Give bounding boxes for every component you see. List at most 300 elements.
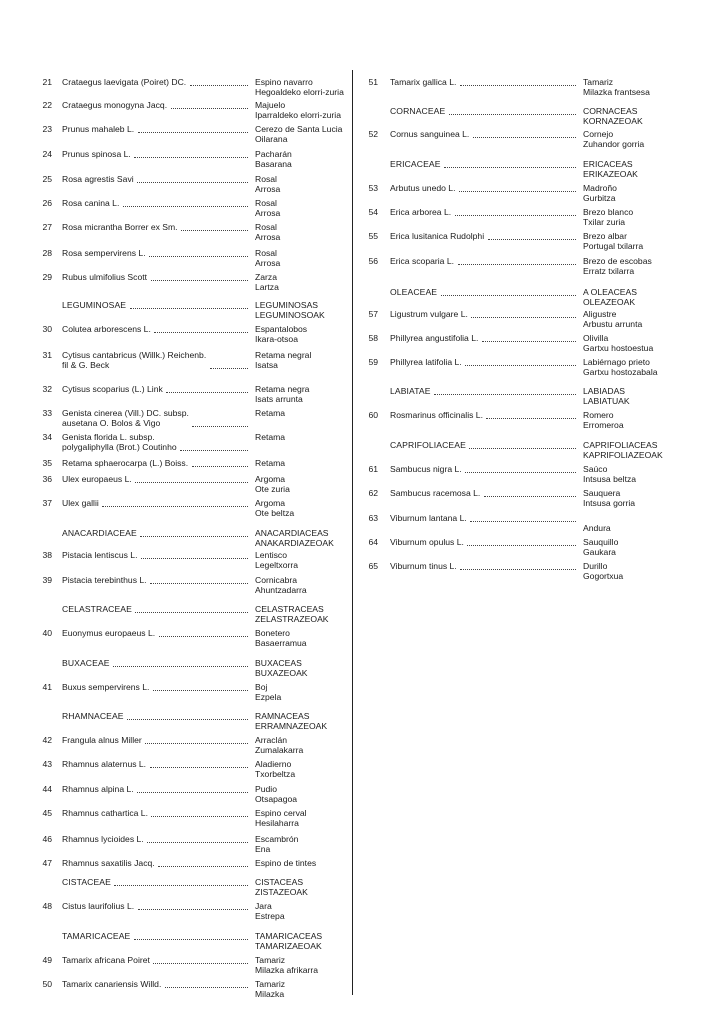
dot-leader — [135, 604, 248, 613]
entry-number: 64 — [368, 537, 378, 547]
common-names — [583, 309, 642, 329]
common-names — [255, 931, 322, 951]
species-name — [62, 575, 147, 585]
entry-number: 31 — [42, 350, 52, 360]
entry-number: 51 — [368, 77, 378, 87]
dot-leader — [441, 287, 576, 296]
basque-name: Ena — [255, 844, 271, 854]
entry-number: 63 — [368, 513, 378, 523]
name-line: CORNACEAE — [390, 106, 446, 116]
entry-number: 48 — [42, 901, 52, 911]
name-line: Sambucus racemosa L. — [390, 488, 481, 498]
dot-leader — [113, 658, 248, 667]
species-name — [390, 561, 457, 571]
common-names — [255, 834, 298, 854]
entry-number: 46 — [42, 834, 52, 844]
entry-number: 34 — [42, 432, 52, 442]
basque-name: Intsusa gorria — [583, 498, 636, 508]
common-names — [255, 474, 290, 494]
species-name — [390, 333, 478, 343]
spanish-name: Bonetero — [255, 628, 290, 638]
spanish-name: ANACARDIACEAS — [255, 528, 329, 538]
species-name — [390, 77, 456, 87]
spanish-name: Majuelo — [255, 100, 286, 110]
species-name — [62, 474, 132, 484]
common-names — [583, 386, 630, 406]
spanish-name: Escambrón — [255, 834, 299, 844]
entry-number: 39 — [42, 575, 52, 585]
spanish-name: Rosal — [255, 174, 277, 184]
common-names — [255, 384, 309, 404]
basque-name: Arrosa — [255, 184, 281, 194]
dot-leader — [165, 979, 248, 988]
entry-number: 53 — [368, 183, 378, 193]
species-name — [390, 357, 462, 367]
spanish-name: CORNACEAS — [583, 106, 638, 116]
dot-leader — [470, 513, 576, 522]
basque-name: Portugal txilarra — [583, 241, 644, 251]
name-line: Ulex gallii — [62, 498, 99, 508]
common-names — [255, 248, 280, 268]
name-line: Rosa canina L. — [62, 198, 120, 208]
dot-leader — [180, 442, 248, 451]
name-line: Rosa micrantha Borrer ex Sm. — [62, 222, 178, 232]
common-names — [255, 300, 325, 320]
dot-leader — [137, 784, 248, 793]
spanish-name — [583, 513, 611, 523]
basque-name: Basaerramua — [255, 638, 307, 648]
name-line: Tamarix canariensis Willd. — [62, 979, 162, 989]
spanish-name: TAMARICACEAS — [255, 931, 323, 941]
dot-leader — [150, 575, 248, 584]
dot-leader — [147, 834, 248, 843]
family-name — [62, 604, 132, 614]
entry-number: 41 — [42, 682, 52, 692]
name-line: Phillyrea latifolia L. — [390, 357, 462, 367]
entry-number: 30 — [42, 324, 52, 334]
spanish-name: Sauquera — [583, 488, 621, 498]
basque-name: Intsusa beltza — [583, 474, 637, 484]
species-name — [62, 77, 186, 87]
spanish-name: Pudio — [255, 784, 277, 794]
name-line: Rosmarinus officinalis L. — [390, 410, 483, 420]
species-name — [62, 628, 155, 638]
species-name — [62, 384, 163, 394]
species-name — [390, 309, 468, 319]
dot-leader — [154, 324, 248, 333]
dot-leader — [473, 129, 576, 138]
entry-number: 60 — [368, 410, 378, 420]
species-name — [62, 432, 177, 452]
dot-leader — [460, 77, 576, 86]
spanish-name: Tamariz — [255, 979, 286, 989]
name-line: OLEACEAE — [390, 287, 438, 297]
common-names — [255, 901, 285, 921]
spanish-name: Espantalobos — [255, 324, 308, 334]
dot-leader — [153, 955, 248, 964]
basque-name: Iparraldeko elorri-zuria — [255, 110, 341, 120]
name-line: Crataegus monogyna Jacq. — [62, 100, 168, 110]
species-name — [62, 759, 146, 769]
basque-name: Hesilaharra — [255, 818, 299, 828]
entry-number: 56 — [368, 256, 378, 266]
common-names — [255, 682, 281, 702]
common-names — [583, 183, 617, 203]
common-names — [255, 77, 344, 97]
common-names — [255, 858, 316, 868]
name-line: ausetana O. Bolos & Vigo — [62, 418, 161, 428]
spanish-name: Rosal — [255, 222, 277, 232]
species-name — [62, 408, 189, 428]
family-name — [62, 300, 126, 310]
species-name — [390, 183, 455, 193]
common-names — [255, 628, 307, 648]
name-line: CISTACEAE — [62, 877, 111, 887]
column-divider — [352, 70, 353, 995]
common-names — [255, 408, 285, 418]
entry-number: 21 — [42, 77, 52, 87]
spanish-name: Espino de tintes — [255, 858, 317, 868]
dot-leader — [153, 682, 248, 691]
entry-number: 22 — [42, 100, 52, 110]
dot-leader — [467, 537, 576, 546]
common-names — [255, 149, 292, 169]
entry-number: 35 — [42, 458, 52, 468]
basque-name: Gartxu hostozabala — [583, 367, 658, 377]
entry-number: 40 — [42, 628, 52, 638]
basque-name: ERRAMNAZEOAK — [255, 721, 328, 731]
common-names — [255, 877, 308, 897]
name-line: Viburnum opulus L. — [390, 537, 464, 547]
spanish-name: Espino navarro — [255, 77, 313, 87]
spanish-name: BUXACEAS — [255, 658, 302, 668]
name-line: CELASTRACEAE — [62, 604, 132, 614]
common-names — [255, 658, 308, 678]
common-names — [255, 711, 327, 731]
common-names — [255, 350, 311, 370]
entry-number: 49 — [42, 955, 52, 965]
spanish-name: A OLEACEAS — [583, 287, 637, 297]
common-names — [255, 222, 280, 242]
common-names — [583, 207, 633, 227]
basque-name: KORNAZEOAK — [583, 116, 643, 126]
species-name — [62, 808, 148, 818]
basque-name: Gurbitza — [583, 193, 616, 203]
spanish-name: Aligustre — [583, 309, 617, 319]
species-name — [62, 784, 134, 794]
family-name — [390, 440, 466, 450]
basque-name: ZELASTRAZEOAK — [255, 614, 329, 624]
spanish-name: Retama — [255, 432, 286, 442]
name-line: Cornus sanguinea L. — [390, 129, 470, 139]
basque-name: Milazka frantsesa — [583, 87, 650, 97]
entry-number: 42 — [42, 735, 52, 745]
species-name — [62, 955, 150, 965]
spanish-name: Brezo de escobas — [583, 256, 652, 266]
name-line: Frangula alnus Miller — [62, 735, 142, 745]
species-name — [62, 198, 119, 208]
species-name — [390, 464, 462, 474]
entry-number: 38 — [42, 550, 52, 560]
name-line: polygaliphylla (Brot.) Coutinho — [62, 442, 177, 452]
spanish-name: CELASTRACEAS — [255, 604, 324, 614]
basque-name: Erratz txilarra — [583, 266, 635, 276]
entry-number: 52 — [368, 129, 378, 139]
name-line: Retama sphaerocarpa (L.) Boiss. — [62, 458, 189, 468]
dot-leader — [465, 464, 576, 473]
basque-name: KAPRIFOLIAZEOAK — [583, 450, 663, 460]
name-line: Tamarix africana Poiret — [62, 955, 150, 965]
basque-name: Arbustu arrunta — [583, 319, 643, 329]
basque-name: ZISTAZEOAK — [255, 887, 308, 897]
common-names — [255, 432, 285, 442]
basque-name: ANAKARDIAZEOAK — [255, 538, 334, 548]
entry-number: 23 — [42, 124, 52, 134]
species-name — [390, 207, 451, 217]
name-line: Rosa agrestis Savi — [62, 174, 134, 184]
common-names — [255, 100, 341, 120]
species-name — [62, 735, 142, 745]
name-line: Crataegus laevigata (Poiret) DC. — [62, 77, 187, 87]
species-name — [62, 324, 151, 334]
spanish-name: Brezo blanco — [583, 207, 634, 217]
species-name — [62, 100, 167, 110]
species-name — [62, 149, 131, 159]
family-name — [390, 287, 437, 297]
common-names — [583, 231, 643, 251]
entry-number: 29 — [42, 272, 52, 282]
spanish-name: Cornicabra — [255, 575, 298, 585]
name-line: Colutea arborescens L. — [62, 324, 151, 334]
name-line: Rhamnus alaternus L. — [62, 759, 147, 769]
name-line: ANACARDIACEAE — [62, 528, 137, 538]
name-line: Cytisus scoparius (L.) Link — [62, 384, 163, 394]
dot-leader — [134, 149, 248, 158]
spanish-name: Zarza — [255, 272, 277, 282]
entry-number: 47 — [42, 858, 52, 868]
family-name — [62, 711, 124, 721]
spanish-name: Jara — [255, 901, 272, 911]
name-line: LEGUMINOSAE — [62, 300, 127, 310]
entry-number: 54 — [368, 207, 378, 217]
common-names — [583, 77, 650, 97]
spanish-name: LEGUMINOSAS — [255, 300, 319, 310]
name-line: Rhamnus alpina L. — [62, 784, 134, 794]
dot-leader — [123, 198, 248, 207]
basque-name: Ikara-otsoa — [255, 334, 298, 344]
entry-number: 58 — [368, 333, 378, 343]
dot-leader — [102, 498, 248, 507]
basque-name: Erromeroa — [583, 420, 624, 430]
entry-number: 26 — [42, 198, 52, 208]
spanish-name: Espino cerval — [255, 808, 307, 818]
common-names — [255, 955, 318, 975]
dot-leader — [151, 808, 248, 817]
basque-name: Andura — [583, 523, 611, 533]
species-name — [62, 550, 137, 560]
entry-number: 36 — [42, 474, 52, 484]
dot-leader — [455, 207, 576, 216]
species-name — [390, 537, 464, 547]
entry-number: 61 — [368, 464, 378, 474]
name-line: Rosa sempervirens L. — [62, 248, 146, 258]
basque-name: Txorbeltza — [255, 769, 296, 779]
entry-number: 59 — [368, 357, 378, 367]
dot-leader — [141, 550, 248, 559]
common-names — [255, 458, 285, 468]
basque-name: Gaukara — [583, 547, 616, 557]
basque-name: Ahuntzadarra — [255, 585, 307, 595]
common-names — [583, 561, 623, 581]
species-name — [390, 513, 467, 523]
dot-leader — [171, 100, 248, 109]
species-name — [62, 458, 188, 468]
dot-leader — [459, 183, 576, 192]
spanish-name: Retama negra — [255, 384, 310, 394]
basque-name: Ote beltza — [255, 508, 295, 518]
common-names — [583, 287, 637, 307]
common-names — [583, 256, 652, 276]
name-line: Prunus spinosa L. — [62, 149, 131, 159]
species-name — [62, 272, 147, 282]
spanish-name: Tamariz — [255, 955, 286, 965]
spanish-name: Argoma — [255, 498, 286, 508]
dot-leader — [434, 386, 576, 395]
common-names — [583, 106, 643, 126]
dot-leader — [159, 628, 248, 637]
dot-leader — [127, 711, 248, 720]
spanish-name: CAPRIFOLIACEAS — [583, 440, 658, 450]
spanish-name: RAMNACEAS — [255, 711, 310, 721]
common-names — [255, 808, 307, 828]
family-name — [62, 528, 137, 538]
entry-number: 62 — [368, 488, 378, 498]
dot-leader — [151, 272, 248, 281]
entry-number: 37 — [42, 498, 52, 508]
dot-leader — [465, 357, 576, 366]
species-name — [62, 498, 99, 508]
name-line: Viburnum tinus L. — [390, 561, 457, 571]
dot-leader — [458, 256, 576, 265]
name-line: Erica scoparia L. — [390, 256, 455, 266]
species-name — [390, 256, 454, 266]
basque-name: Gogortxua — [583, 571, 624, 581]
dot-leader — [469, 440, 576, 449]
species-name — [62, 124, 134, 134]
dot-leader — [460, 561, 576, 570]
family-name — [62, 877, 111, 887]
common-names — [255, 124, 342, 144]
spanish-name: Labiérnago prieto — [583, 357, 650, 367]
entry-number: 25 — [42, 174, 52, 184]
basque-name: Oilarana — [255, 134, 288, 144]
dot-leader — [181, 222, 248, 231]
entry-number: 28 — [42, 248, 52, 258]
basque-name: OLEAZEOAK — [583, 297, 636, 307]
spanish-name: Lentisco — [255, 550, 288, 560]
name-line: Prunus mahaleb L. — [62, 124, 135, 134]
species-name — [62, 222, 178, 232]
basque-name: Txilar zuria — [583, 217, 626, 227]
basque-name: Isats arrunta — [255, 394, 303, 404]
dot-leader — [138, 901, 248, 910]
spanish-name: Durillo — [583, 561, 608, 571]
dot-leader — [484, 488, 576, 497]
name-line: Genista cinerea (Vill.) DC. subsp. — [62, 408, 189, 418]
common-names — [583, 513, 611, 533]
species-name — [390, 231, 484, 241]
family-name — [390, 106, 445, 116]
spanish-name: Cerezo de Santa Lucia — [255, 124, 343, 134]
basque-name: Arrosa — [255, 208, 281, 218]
entry-number: 65 — [368, 561, 378, 571]
name-line: CAPRIFOLIACEAE — [390, 440, 466, 450]
basque-name: TAMARIZAEOAK — [255, 941, 322, 951]
common-names — [255, 550, 298, 570]
common-names — [255, 498, 294, 518]
name-line: Rhamnus lycioides L. — [62, 834, 144, 844]
name-line: Pistacia terebinthus L. — [62, 575, 147, 585]
common-names — [255, 528, 334, 548]
dot-leader — [190, 77, 248, 86]
name-line: Buxus sempervirens L. — [62, 682, 150, 692]
dot-leader — [444, 159, 576, 168]
name-line: Rhamnus cathartica L. — [62, 808, 148, 818]
entry-number: 57 — [368, 309, 378, 319]
basque-name: Zumalakarra — [255, 745, 304, 755]
name-line: ERICACEAE — [390, 159, 441, 169]
name-line: Ulex europaeus L. — [62, 474, 132, 484]
entry-number: 55 — [368, 231, 378, 241]
basque-name: Milazka — [255, 989, 285, 999]
common-names — [255, 324, 307, 344]
name-line: Cytisus cantabricus (Willk.) Reichenb. — [62, 350, 207, 360]
common-names — [583, 159, 638, 179]
basque-name: Isatsa — [255, 360, 278, 370]
spanish-name: Aladierno — [255, 759, 292, 769]
spanish-name: Brezo albar — [583, 231, 627, 241]
species-name — [62, 248, 146, 258]
name-line: Sambucus nigra L. — [390, 464, 462, 474]
dot-leader — [138, 124, 248, 133]
species-name — [62, 174, 134, 184]
spanish-name: Retama — [255, 458, 286, 468]
name-line: Pistacia lentiscus L. — [62, 550, 138, 560]
name-line: Erica lusitanica Rudolphi — [390, 231, 485, 241]
dot-leader — [486, 410, 576, 419]
spanish-name: Cornejo — [583, 129, 614, 139]
basque-name: Arrosa — [255, 258, 281, 268]
dot-leader — [449, 106, 576, 115]
spanish-name: Boj — [255, 682, 268, 692]
dot-leader — [137, 174, 248, 183]
common-names — [255, 272, 279, 292]
name-line: LABIATAE — [390, 386, 431, 396]
spanish-name: CISTACEAS — [255, 877, 304, 887]
spanish-name: Sauquillo — [583, 537, 619, 547]
entry-number: 27 — [42, 222, 52, 232]
name-line: Euonymus europaeus L. — [62, 628, 156, 638]
common-names — [255, 979, 285, 999]
common-names — [255, 198, 280, 218]
species-name — [390, 410, 483, 420]
basque-name: BUXAZEOAK — [255, 668, 308, 678]
dot-leader — [145, 735, 248, 744]
entry-number: 43 — [42, 759, 52, 769]
name-line: Rhamnus saxatilis Jacq. — [62, 858, 155, 868]
common-names — [583, 464, 636, 484]
basque-name: Zuhandor gorria — [583, 139, 645, 149]
